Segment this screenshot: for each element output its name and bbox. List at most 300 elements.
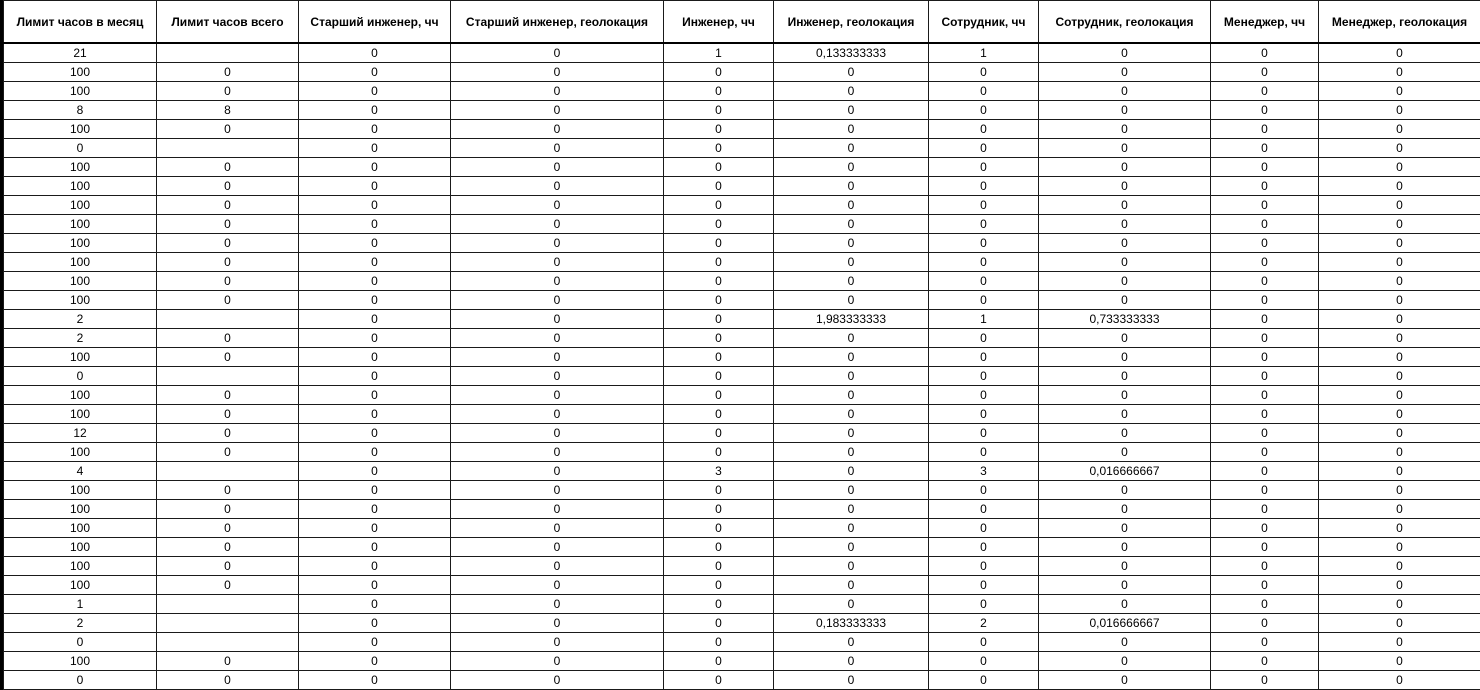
total-limit-cell[interactable]: 0 <box>157 196 299 215</box>
senior-engineer-hours-cell[interactable]: 0 <box>299 253 451 272</box>
engineer-geolocation-cell[interactable]: 0 <box>774 177 929 196</box>
manager-hours-cell[interactable]: 0 <box>1211 367 1319 386</box>
senior-engineer-geolocation-cell[interactable]: 0 <box>451 196 664 215</box>
total-limit-cell[interactable]: 0 <box>157 671 299 690</box>
total-limit-cell[interactable]: 0 <box>157 386 299 405</box>
total-limit-cell[interactable]: 0 <box>157 120 299 139</box>
employee-hours-cell[interactable]: 0 <box>929 652 1039 671</box>
total-limit-cell[interactable]: 0 <box>157 519 299 538</box>
engineer-hours-cell[interactable]: 1 <box>664 43 774 63</box>
manager-geolocation-cell[interactable]: 0 <box>1319 633 1480 652</box>
senior-engineer-geolocation-cell[interactable]: 0 <box>451 443 664 462</box>
manager-hours-cell[interactable]: 0 <box>1211 443 1319 462</box>
month-limit-cell[interactable]: 100 <box>4 120 157 139</box>
engineer-hours-cell[interactable]: 0 <box>664 481 774 500</box>
employee-hours-cell[interactable]: 0 <box>929 367 1039 386</box>
manager-geolocation-cell[interactable]: 0 <box>1319 519 1480 538</box>
total-limit-cell[interactable]: 0 <box>157 500 299 519</box>
engineer-geolocation-cell[interactable]: 0 <box>774 82 929 101</box>
total-limit-cell[interactable]: 0 <box>157 272 299 291</box>
month-limit-cell[interactable]: 1 <box>4 595 157 614</box>
month-limit-cell[interactable]: 100 <box>4 519 157 538</box>
senior-engineer-hours-cell[interactable]: 0 <box>299 310 451 329</box>
engineer-geolocation-cell[interactable]: 0 <box>774 462 929 481</box>
total-limit-cell[interactable] <box>157 614 299 633</box>
manager-geolocation-cell[interactable]: 0 <box>1319 215 1480 234</box>
engineer-hours-cell[interactable]: 0 <box>664 139 774 158</box>
total-limit-cell[interactable]: 0 <box>157 253 299 272</box>
engineer-hours-cell[interactable]: 0 <box>664 633 774 652</box>
manager-geolocation-cell[interactable]: 0 <box>1319 329 1480 348</box>
manager-geolocation-cell[interactable]: 0 <box>1319 652 1480 671</box>
employee-hours-cell[interactable]: 0 <box>929 500 1039 519</box>
senior-engineer-hours-cell[interactable]: 0 <box>299 538 451 557</box>
month-limit-cell[interactable]: 100 <box>4 82 157 101</box>
total-limit-cell[interactable]: 0 <box>157 348 299 367</box>
month-limit-cell[interactable]: 100 <box>4 405 157 424</box>
manager-hours-cell[interactable]: 0 <box>1211 614 1319 633</box>
senior-engineer-geolocation-cell[interactable]: 0 <box>451 310 664 329</box>
senior-engineer-geolocation-cell[interactable]: 0 <box>451 101 664 120</box>
column-header-total-limit[interactable]: Лимит часов всего <box>157 1 299 44</box>
engineer-hours-cell[interactable]: 0 <box>664 405 774 424</box>
employee-geolocation-cell[interactable]: 0 <box>1039 595 1211 614</box>
engineer-hours-cell[interactable]: 0 <box>664 63 774 82</box>
employee-hours-cell[interactable]: 0 <box>929 158 1039 177</box>
senior-engineer-geolocation-cell[interactable]: 0 <box>451 538 664 557</box>
column-header-engineer-hours[interactable]: Инженер, чч <box>664 1 774 44</box>
senior-engineer-geolocation-cell[interactable]: 0 <box>451 519 664 538</box>
manager-geolocation-cell[interactable]: 0 <box>1319 557 1480 576</box>
senior-engineer-geolocation-cell[interactable]: 0 <box>451 234 664 253</box>
manager-geolocation-cell[interactable]: 0 <box>1319 348 1480 367</box>
engineer-geolocation-cell[interactable]: 0 <box>774 671 929 690</box>
engineer-hours-cell[interactable]: 0 <box>664 82 774 101</box>
engineer-geolocation-cell[interactable]: 0,133333333 <box>774 43 929 63</box>
manager-geolocation-cell[interactable]: 0 <box>1319 272 1480 291</box>
senior-engineer-geolocation-cell[interactable]: 0 <box>451 272 664 291</box>
manager-geolocation-cell[interactable]: 0 <box>1319 500 1480 519</box>
month-limit-cell[interactable]: 100 <box>4 291 157 310</box>
total-limit-cell[interactable]: 0 <box>157 63 299 82</box>
manager-geolocation-cell[interactable]: 0 <box>1319 595 1480 614</box>
senior-engineer-hours-cell[interactable]: 0 <box>299 405 451 424</box>
engineer-hours-cell[interactable]: 0 <box>664 576 774 595</box>
employee-hours-cell[interactable]: 0 <box>929 595 1039 614</box>
total-limit-cell[interactable]: 0 <box>157 82 299 101</box>
employee-hours-cell[interactable]: 0 <box>929 196 1039 215</box>
senior-engineer-hours-cell[interactable]: 0 <box>299 63 451 82</box>
engineer-hours-cell[interactable]: 0 <box>664 348 774 367</box>
employee-hours-cell[interactable]: 0 <box>929 576 1039 595</box>
employee-hours-cell[interactable]: 0 <box>929 82 1039 101</box>
employee-hours-cell[interactable]: 0 <box>929 63 1039 82</box>
total-limit-cell[interactable] <box>157 633 299 652</box>
employee-hours-cell[interactable]: 0 <box>929 405 1039 424</box>
total-limit-cell[interactable]: 0 <box>157 481 299 500</box>
manager-geolocation-cell[interactable]: 0 <box>1319 177 1480 196</box>
employee-geolocation-cell[interactable]: 0 <box>1039 538 1211 557</box>
employee-geolocation-cell[interactable]: 0 <box>1039 139 1211 158</box>
column-header-employee-geolocation[interactable]: Сотрудник, геолокация <box>1039 1 1211 44</box>
engineer-hours-cell[interactable]: 0 <box>664 120 774 139</box>
senior-engineer-geolocation-cell[interactable]: 0 <box>451 82 664 101</box>
engineer-hours-cell[interactable]: 3 <box>664 462 774 481</box>
engineer-hours-cell[interactable]: 0 <box>664 652 774 671</box>
employee-geolocation-cell[interactable]: 0,733333333 <box>1039 310 1211 329</box>
month-limit-cell[interactable]: 100 <box>4 652 157 671</box>
senior-engineer-hours-cell[interactable]: 0 <box>299 557 451 576</box>
engineer-geolocation-cell[interactable]: 0 <box>774 519 929 538</box>
engineer-geolocation-cell[interactable]: 0 <box>774 386 929 405</box>
employee-geolocation-cell[interactable]: 0 <box>1039 196 1211 215</box>
manager-geolocation-cell[interactable]: 0 <box>1319 443 1480 462</box>
senior-engineer-geolocation-cell[interactable]: 0 <box>451 633 664 652</box>
column-header-senior-engineer-geolocation[interactable]: Старший инженер, геолокация <box>451 1 664 44</box>
month-limit-cell[interactable]: 100 <box>4 196 157 215</box>
month-limit-cell[interactable]: 12 <box>4 424 157 443</box>
employee-hours-cell[interactable]: 0 <box>929 215 1039 234</box>
month-limit-cell[interactable]: 100 <box>4 538 157 557</box>
employee-geolocation-cell[interactable]: 0,016666667 <box>1039 614 1211 633</box>
manager-geolocation-cell[interactable]: 0 <box>1319 82 1480 101</box>
employee-geolocation-cell[interactable]: 0 <box>1039 120 1211 139</box>
manager-hours-cell[interactable]: 0 <box>1211 253 1319 272</box>
employee-hours-cell[interactable]: 0 <box>929 443 1039 462</box>
manager-hours-cell[interactable]: 0 <box>1211 272 1319 291</box>
total-limit-cell[interactable] <box>157 310 299 329</box>
senior-engineer-geolocation-cell[interactable]: 0 <box>451 215 664 234</box>
engineer-geolocation-cell[interactable]: 0 <box>774 158 929 177</box>
month-limit-cell[interactable]: 100 <box>4 576 157 595</box>
manager-hours-cell[interactable]: 0 <box>1211 462 1319 481</box>
manager-geolocation-cell[interactable]: 0 <box>1319 310 1480 329</box>
engineer-geolocation-cell[interactable]: 0 <box>774 234 929 253</box>
manager-hours-cell[interactable]: 0 <box>1211 158 1319 177</box>
senior-engineer-geolocation-cell[interactable]: 0 <box>451 63 664 82</box>
month-limit-cell[interactable]: 100 <box>4 63 157 82</box>
employee-geolocation-cell[interactable]: 0,016666667 <box>1039 462 1211 481</box>
employee-hours-cell[interactable]: 0 <box>929 671 1039 690</box>
employee-geolocation-cell[interactable]: 0 <box>1039 424 1211 443</box>
senior-engineer-hours-cell[interactable]: 0 <box>299 633 451 652</box>
manager-hours-cell[interactable]: 0 <box>1211 595 1319 614</box>
manager-geolocation-cell[interactable]: 0 <box>1319 196 1480 215</box>
senior-engineer-geolocation-cell[interactable]: 0 <box>451 652 664 671</box>
manager-geolocation-cell[interactable]: 0 <box>1319 63 1480 82</box>
total-limit-cell[interactable]: 0 <box>157 424 299 443</box>
manager-hours-cell[interactable]: 0 <box>1211 671 1319 690</box>
month-limit-cell[interactable]: 21 <box>4 43 157 63</box>
total-limit-cell[interactable]: 0 <box>157 329 299 348</box>
total-limit-cell[interactable]: 0 <box>157 291 299 310</box>
manager-hours-cell[interactable]: 0 <box>1211 652 1319 671</box>
engineer-geolocation-cell[interactable]: 0 <box>774 329 929 348</box>
senior-engineer-hours-cell[interactable]: 0 <box>299 614 451 633</box>
senior-engineer-hours-cell[interactable]: 0 <box>299 595 451 614</box>
month-limit-cell[interactable]: 100 <box>4 557 157 576</box>
senior-engineer-geolocation-cell[interactable]: 0 <box>451 158 664 177</box>
senior-engineer-geolocation-cell[interactable]: 0 <box>451 614 664 633</box>
employee-hours-cell[interactable]: 3 <box>929 462 1039 481</box>
engineer-geolocation-cell[interactable]: 0 <box>774 481 929 500</box>
senior-engineer-hours-cell[interactable]: 0 <box>299 576 451 595</box>
engineer-geolocation-cell[interactable]: 0 <box>774 652 929 671</box>
manager-hours-cell[interactable]: 0 <box>1211 291 1319 310</box>
engineer-geolocation-cell[interactable]: 0 <box>774 196 929 215</box>
engineer-hours-cell[interactable]: 0 <box>664 291 774 310</box>
month-limit-cell[interactable]: 8 <box>4 101 157 120</box>
senior-engineer-geolocation-cell[interactable]: 0 <box>451 595 664 614</box>
employee-hours-cell[interactable]: 0 <box>929 234 1039 253</box>
manager-hours-cell[interactable]: 0 <box>1211 139 1319 158</box>
total-limit-cell[interactable]: 0 <box>157 652 299 671</box>
employee-geolocation-cell[interactable]: 0 <box>1039 557 1211 576</box>
senior-engineer-hours-cell[interactable]: 0 <box>299 43 451 63</box>
employee-hours-cell[interactable]: 0 <box>929 633 1039 652</box>
employee-geolocation-cell[interactable]: 0 <box>1039 215 1211 234</box>
senior-engineer-hours-cell[interactable]: 0 <box>299 101 451 120</box>
engineer-hours-cell[interactable]: 0 <box>664 614 774 633</box>
engineer-hours-cell[interactable]: 0 <box>664 234 774 253</box>
employee-hours-cell[interactable]: 2 <box>929 614 1039 633</box>
senior-engineer-geolocation-cell[interactable]: 0 <box>451 557 664 576</box>
engineer-geolocation-cell[interactable]: 0 <box>774 139 929 158</box>
manager-geolocation-cell[interactable]: 0 <box>1319 101 1480 120</box>
engineer-hours-cell[interactable]: 0 <box>664 329 774 348</box>
manager-geolocation-cell[interactable]: 0 <box>1319 158 1480 177</box>
engineer-geolocation-cell[interactable]: 0 <box>774 557 929 576</box>
employee-hours-cell[interactable]: 0 <box>929 424 1039 443</box>
senior-engineer-hours-cell[interactable]: 0 <box>299 177 451 196</box>
senior-engineer-hours-cell[interactable]: 0 <box>299 519 451 538</box>
senior-engineer-hours-cell[interactable]: 0 <box>299 272 451 291</box>
month-limit-cell[interactable]: 2 <box>4 329 157 348</box>
senior-engineer-hours-cell[interactable]: 0 <box>299 500 451 519</box>
senior-engineer-geolocation-cell[interactable]: 0 <box>451 481 664 500</box>
engineer-geolocation-cell[interactable]: 0 <box>774 538 929 557</box>
engineer-geolocation-cell[interactable]: 0 <box>774 595 929 614</box>
engineer-geolocation-cell[interactable]: 0 <box>774 500 929 519</box>
column-header-engineer-geolocation[interactable]: Инженер, геолокация <box>774 1 929 44</box>
column-header-senior-engineer-hours[interactable]: Старший инженер, чч <box>299 1 451 44</box>
senior-engineer-geolocation-cell[interactable]: 0 <box>451 291 664 310</box>
manager-hours-cell[interactable]: 0 <box>1211 196 1319 215</box>
total-limit-cell[interactable]: 0 <box>157 538 299 557</box>
total-limit-cell[interactable] <box>157 367 299 386</box>
employee-geolocation-cell[interactable]: 0 <box>1039 367 1211 386</box>
month-limit-cell[interactable]: 100 <box>4 253 157 272</box>
employee-hours-cell[interactable]: 0 <box>929 481 1039 500</box>
manager-hours-cell[interactable]: 0 <box>1211 101 1319 120</box>
manager-geolocation-cell[interactable]: 0 <box>1319 367 1480 386</box>
month-limit-cell[interactable]: 0 <box>4 367 157 386</box>
manager-hours-cell[interactable]: 0 <box>1211 63 1319 82</box>
employee-hours-cell[interactable]: 0 <box>929 253 1039 272</box>
employee-geolocation-cell[interactable]: 0 <box>1039 291 1211 310</box>
employee-geolocation-cell[interactable]: 0 <box>1039 272 1211 291</box>
manager-hours-cell[interactable]: 0 <box>1211 386 1319 405</box>
month-limit-cell[interactable]: 0 <box>4 671 157 690</box>
manager-hours-cell[interactable]: 0 <box>1211 405 1319 424</box>
employee-geolocation-cell[interactable]: 0 <box>1039 82 1211 101</box>
employee-geolocation-cell[interactable]: 0 <box>1039 63 1211 82</box>
total-limit-cell[interactable]: 0 <box>157 557 299 576</box>
engineer-geolocation-cell[interactable]: 0 <box>774 120 929 139</box>
employee-geolocation-cell[interactable]: 0 <box>1039 633 1211 652</box>
manager-hours-cell[interactable]: 0 <box>1211 633 1319 652</box>
engineer-hours-cell[interactable]: 0 <box>664 500 774 519</box>
month-limit-cell[interactable]: 100 <box>4 158 157 177</box>
month-limit-cell[interactable]: 0 <box>4 633 157 652</box>
manager-hours-cell[interactable]: 0 <box>1211 348 1319 367</box>
employee-geolocation-cell[interactable]: 0 <box>1039 101 1211 120</box>
employee-hours-cell[interactable]: 0 <box>929 101 1039 120</box>
manager-geolocation-cell[interactable]: 0 <box>1319 386 1480 405</box>
column-header-employee-hours[interactable]: Сотрудник, чч <box>929 1 1039 44</box>
total-limit-cell[interactable]: 0 <box>157 576 299 595</box>
senior-engineer-hours-cell[interactable]: 0 <box>299 481 451 500</box>
senior-engineer-hours-cell[interactable]: 0 <box>299 462 451 481</box>
senior-engineer-hours-cell[interactable]: 0 <box>299 329 451 348</box>
engineer-hours-cell[interactable]: 0 <box>664 367 774 386</box>
senior-engineer-hours-cell[interactable]: 0 <box>299 671 451 690</box>
senior-engineer-hours-cell[interactable]: 0 <box>299 139 451 158</box>
month-limit-cell[interactable]: 100 <box>4 443 157 462</box>
employee-geolocation-cell[interactable]: 0 <box>1039 652 1211 671</box>
employee-geolocation-cell[interactable]: 0 <box>1039 405 1211 424</box>
engineer-geolocation-cell[interactable]: 0 <box>774 272 929 291</box>
month-limit-cell[interactable]: 100 <box>4 234 157 253</box>
total-limit-cell[interactable]: 0 <box>157 215 299 234</box>
total-limit-cell[interactable] <box>157 139 299 158</box>
column-header-month-limit[interactable]: Лимит часов в месяц <box>4 1 157 44</box>
employee-hours-cell[interactable]: 0 <box>929 291 1039 310</box>
employee-geolocation-cell[interactable]: 0 <box>1039 443 1211 462</box>
senior-engineer-geolocation-cell[interactable]: 0 <box>451 348 664 367</box>
manager-hours-cell[interactable]: 0 <box>1211 576 1319 595</box>
senior-engineer-geolocation-cell[interactable]: 0 <box>451 671 664 690</box>
column-header-manager-geolocation[interactable]: Менеджер, геолокация <box>1319 1 1480 44</box>
senior-engineer-geolocation-cell[interactable]: 0 <box>451 253 664 272</box>
senior-engineer-geolocation-cell[interactable]: 0 <box>451 329 664 348</box>
engineer-hours-cell[interactable]: 0 <box>664 310 774 329</box>
senior-engineer-hours-cell[interactable]: 0 <box>299 215 451 234</box>
senior-engineer-geolocation-cell[interactable]: 0 <box>451 500 664 519</box>
manager-hours-cell[interactable]: 0 <box>1211 538 1319 557</box>
manager-geolocation-cell[interactable]: 0 <box>1319 291 1480 310</box>
engineer-geolocation-cell[interactable]: 0 <box>774 291 929 310</box>
manager-hours-cell[interactable]: 0 <box>1211 177 1319 196</box>
employee-geolocation-cell[interactable]: 0 <box>1039 43 1211 63</box>
manager-geolocation-cell[interactable]: 0 <box>1319 234 1480 253</box>
manager-hours-cell[interactable]: 0 <box>1211 120 1319 139</box>
employee-hours-cell[interactable]: 0 <box>929 139 1039 158</box>
employee-geolocation-cell[interactable]: 0 <box>1039 576 1211 595</box>
column-header-manager-hours[interactable]: Менеджер, чч <box>1211 1 1319 44</box>
senior-engineer-geolocation-cell[interactable]: 0 <box>451 120 664 139</box>
total-limit-cell[interactable]: 0 <box>157 177 299 196</box>
engineer-geolocation-cell[interactable]: 0 <box>774 576 929 595</box>
month-limit-cell[interactable]: 100 <box>4 386 157 405</box>
employee-hours-cell[interactable]: 0 <box>929 177 1039 196</box>
engineer-hours-cell[interactable]: 0 <box>664 253 774 272</box>
month-limit-cell[interactable]: 2 <box>4 614 157 633</box>
senior-engineer-geolocation-cell[interactable]: 0 <box>451 576 664 595</box>
employee-geolocation-cell[interactable]: 0 <box>1039 177 1211 196</box>
senior-engineer-geolocation-cell[interactable]: 0 <box>451 462 664 481</box>
engineer-geolocation-cell[interactable]: 0 <box>774 367 929 386</box>
senior-engineer-hours-cell[interactable]: 0 <box>299 120 451 139</box>
manager-geolocation-cell[interactable]: 0 <box>1319 424 1480 443</box>
total-limit-cell[interactable]: 8 <box>157 101 299 120</box>
total-limit-cell[interactable]: 0 <box>157 234 299 253</box>
engineer-geolocation-cell[interactable]: 0,183333333 <box>774 614 929 633</box>
senior-engineer-hours-cell[interactable]: 0 <box>299 348 451 367</box>
manager-geolocation-cell[interactable]: 0 <box>1319 538 1480 557</box>
employee-hours-cell[interactable]: 0 <box>929 519 1039 538</box>
employee-geolocation-cell[interactable]: 0 <box>1039 348 1211 367</box>
engineer-geolocation-cell[interactable]: 1,983333333 <box>774 310 929 329</box>
senior-engineer-geolocation-cell[interactable]: 0 <box>451 177 664 196</box>
engineer-hours-cell[interactable]: 0 <box>664 519 774 538</box>
manager-hours-cell[interactable]: 0 <box>1211 500 1319 519</box>
senior-engineer-geolocation-cell[interactable]: 0 <box>451 424 664 443</box>
employee-hours-cell[interactable]: 0 <box>929 120 1039 139</box>
senior-engineer-geolocation-cell[interactable]: 0 <box>451 386 664 405</box>
manager-hours-cell[interactable]: 0 <box>1211 215 1319 234</box>
employee-hours-cell[interactable]: 0 <box>929 386 1039 405</box>
engineer-hours-cell[interactable]: 0 <box>664 557 774 576</box>
engineer-hours-cell[interactable]: 0 <box>664 177 774 196</box>
engineer-hours-cell[interactable]: 0 <box>664 424 774 443</box>
total-limit-cell[interactable]: 0 <box>157 443 299 462</box>
manager-geolocation-cell[interactable]: 0 <box>1319 43 1480 63</box>
senior-engineer-geolocation-cell[interactable]: 0 <box>451 43 664 63</box>
month-limit-cell[interactable]: 100 <box>4 215 157 234</box>
senior-engineer-hours-cell[interactable]: 0 <box>299 386 451 405</box>
engineer-hours-cell[interactable]: 0 <box>664 101 774 120</box>
manager-geolocation-cell[interactable]: 0 <box>1319 671 1480 690</box>
senior-engineer-hours-cell[interactable]: 0 <box>299 158 451 177</box>
engineer-hours-cell[interactable]: 0 <box>664 538 774 557</box>
manager-geolocation-cell[interactable]: 0 <box>1319 576 1480 595</box>
senior-engineer-hours-cell[interactable]: 0 <box>299 291 451 310</box>
total-limit-cell[interactable]: 0 <box>157 158 299 177</box>
senior-engineer-hours-cell[interactable]: 0 <box>299 367 451 386</box>
employee-hours-cell[interactable]: 1 <box>929 43 1039 63</box>
senior-engineer-hours-cell[interactable]: 0 <box>299 443 451 462</box>
manager-geolocation-cell[interactable]: 0 <box>1319 253 1480 272</box>
engineer-geolocation-cell[interactable]: 0 <box>774 253 929 272</box>
engineer-hours-cell[interactable]: 0 <box>664 671 774 690</box>
manager-geolocation-cell[interactable]: 0 <box>1319 462 1480 481</box>
total-limit-cell[interactable] <box>157 43 299 63</box>
engineer-geolocation-cell[interactable]: 0 <box>774 633 929 652</box>
total-limit-cell[interactable] <box>157 462 299 481</box>
engineer-hours-cell[interactable]: 0 <box>664 595 774 614</box>
engineer-geolocation-cell[interactable]: 0 <box>774 424 929 443</box>
total-limit-cell[interactable] <box>157 595 299 614</box>
manager-hours-cell[interactable]: 0 <box>1211 43 1319 63</box>
engineer-geolocation-cell[interactable]: 0 <box>774 63 929 82</box>
manager-geolocation-cell[interactable]: 0 <box>1319 614 1480 633</box>
manager-hours-cell[interactable]: 0 <box>1211 557 1319 576</box>
month-limit-cell[interactable]: 100 <box>4 272 157 291</box>
senior-engineer-hours-cell[interactable]: 0 <box>299 424 451 443</box>
employee-geolocation-cell[interactable]: 0 <box>1039 158 1211 177</box>
engineer-hours-cell[interactable]: 0 <box>664 443 774 462</box>
